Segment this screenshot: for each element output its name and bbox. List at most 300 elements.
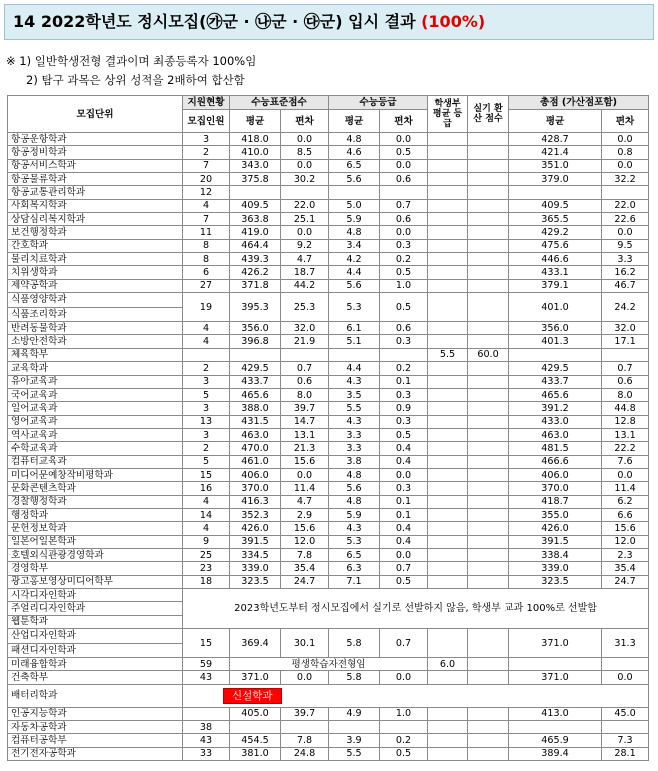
quota: 15 [183,468,230,481]
table-row [8,199,649,212]
practical-score [468,442,509,455]
total-sd: 31.3 [602,629,649,658]
grade-avg: 4.4 [329,362,380,375]
std-avg: 405.0 [230,707,281,720]
dept-name: 치위생학과 [8,266,183,279]
dept-name: 전기전자공학과 [8,747,183,760]
table-row [8,442,649,455]
grade-avg: 5.9 [329,213,380,226]
dept-name: 보건행정학과 [8,226,183,239]
quota: 6 [183,266,230,279]
quota: 3 [183,375,230,388]
std-sd: 7.8 [281,548,329,561]
grade-avg: 3.9 [329,734,380,747]
table-row [8,213,649,226]
total-sd: 0.6 [602,375,649,388]
std-sd: 0.0 [281,468,329,481]
total-avg: 371.0 [509,671,602,684]
std-avg: 371.0 [230,671,281,684]
total-sd: 0.7 [602,362,649,375]
grade-sd: 0.5 [380,428,428,441]
table-row [8,362,649,375]
grade-avg: 6.5 [329,159,380,172]
hs-avg: 5.5 [428,348,468,361]
std-sd: 15.6 [281,455,329,468]
std-avg: 454.5 [230,734,281,747]
std-avg: 406.0 [230,468,281,481]
dept-name: 체육학부 [8,348,183,361]
quota: 12 [183,186,230,199]
std-avg: 470.0 [230,442,281,455]
header-std-sd: 편차 [281,110,329,133]
grade-avg: 3.4 [329,239,380,252]
total-sd: 2.3 [602,548,649,561]
total-avg: 428.7 [509,133,602,146]
std-avg: 371.8 [230,279,281,292]
std-avg: 388.0 [230,402,281,415]
quota: 25 [183,548,230,561]
dept-name: 역사교육과 [8,428,183,441]
header-total-sd: 편차 [602,110,649,133]
practical-score [468,146,509,159]
dept-name: 컴퓨터교육과 [8,455,183,468]
practical-score [468,159,509,172]
dept-name: 항공정비학과 [8,146,183,159]
std-avg: 426.2 [230,266,281,279]
std-sd: 7.8 [281,734,329,747]
dept-name: 주얼리디자인학과 [8,602,183,615]
table-row [8,734,649,747]
practical-score [468,322,509,335]
total-sd: 0.8 [602,146,649,159]
dept-name: 웹툰학과 [8,615,183,628]
std-sd [281,186,329,199]
std-avg: 334.5 [230,548,281,561]
quota: 38 [183,721,230,734]
table-row [8,335,649,348]
grade-sd: 0.5 [380,266,428,279]
header-hs: 학생부 평균 등급 [428,96,468,133]
dept-name: 유아교육과 [8,375,183,388]
grade-sd: 0.5 [380,146,428,159]
grade-sd: 0.6 [380,322,428,335]
header-grade: 수능등급 [329,96,428,110]
total-sd: 24.7 [602,575,649,588]
grade-avg: 5.3 [329,293,380,322]
quota: 9 [183,535,230,548]
hs-avg [428,159,468,172]
total-avg: 421.4 [509,146,602,159]
table-row [8,322,649,335]
dept-name: 문헌정보학과 [8,522,183,535]
dept-name: 일어교육과 [8,402,183,415]
grade-avg: 6.3 [329,562,380,575]
total-sd [602,186,649,199]
quota: 8 [183,253,230,266]
table-row [8,186,649,199]
grade-sd: 0.2 [380,734,428,747]
std-avg: 323.5 [230,575,281,588]
dept-name: 사회복지학과 [8,199,183,212]
table-row [8,548,649,561]
grade-avg: 5.0 [329,199,380,212]
grade-avg: 4.9 [329,707,380,720]
grade-sd: 0.0 [380,548,428,561]
std-avg: 370.0 [230,482,281,495]
total-sd: 9.5 [602,239,649,252]
total-avg: 355.0 [509,508,602,521]
total-avg: 466.6 [509,455,602,468]
std-sd: 8.0 [281,388,329,401]
quota: 19 [183,293,230,322]
total-avg: 338.4 [509,548,602,561]
dept-name: 미디어문예창작비평학과 [8,468,183,481]
dept-name: 경찰행정학과 [8,495,183,508]
grade-sd: 0.2 [380,253,428,266]
dept-name: 컴퓨터공학부 [8,734,183,747]
quota: 23 [183,562,230,575]
std-avg: 465.6 [230,388,281,401]
dept-name: 물리치료학과 [8,253,183,266]
std-sd [281,721,329,734]
practical-score [468,362,509,375]
practical-score [468,535,509,548]
quota: 16 [183,482,230,495]
dept-name: 식품영양학과 [8,293,183,308]
quota: 43 [183,734,230,747]
quota: 14 [183,508,230,521]
dept-name: 배터리학과 [8,684,183,707]
total-sd: 11.4 [602,482,649,495]
practical-score [468,253,509,266]
practical-score [468,495,509,508]
quota: 5 [183,455,230,468]
quota: 7 [183,159,230,172]
table-row [8,721,649,734]
total-avg: 409.5 [509,199,602,212]
std-sd: 0.6 [281,375,329,388]
grade-avg: 7.1 [329,575,380,588]
grade-avg: 5.3 [329,535,380,548]
total-sd: 22.2 [602,442,649,455]
practical-score [468,239,509,252]
grade-sd: 0.5 [380,747,428,760]
grade-avg: 3.5 [329,388,380,401]
total-sd: 0.0 [602,226,649,239]
dept-name: 교육학과 [8,362,183,375]
table-row [8,133,649,146]
dept-name: 항공운항학과 [8,133,183,146]
std-avg [230,721,281,734]
std-sd: 35.4 [281,562,329,575]
dept-name: 패션디자인학과 [8,643,183,658]
practical-score [468,375,509,388]
grade-sd: 0.3 [380,239,428,252]
std-sd: 0.0 [281,226,329,239]
std-avg: 439.3 [230,253,281,266]
grade-sd: 0.0 [380,468,428,481]
practical-score [468,173,509,186]
dept-name: 건축학부 [8,671,183,684]
quota: 20 [183,173,230,186]
total-sd: 44.8 [602,402,649,415]
dept-name: 국어교육과 [8,388,183,401]
header-total-avg: 평균 [509,110,602,133]
total-avg: 429.2 [509,226,602,239]
total-avg: 406.0 [509,468,602,481]
practical-score [468,562,509,575]
new-dept-badge: 신설학과 [223,688,282,704]
quota: 2 [183,362,230,375]
table-row [8,159,649,172]
total-avg: 371.0 [509,629,602,658]
dept-name: 시각디자인학과 [8,589,183,602]
dept-name: 상담심리복지학과 [8,213,183,226]
total-avg: 426.0 [509,522,602,535]
hs-avg [428,279,468,292]
practical-score [468,213,509,226]
std-sd: 8.5 [281,146,329,159]
std-avg: 339.0 [230,562,281,575]
std-sd: 9.2 [281,239,329,252]
dept-name: 항공교통관리학과 [8,186,183,199]
std-avg: 409.5 [230,199,281,212]
note-1: ※ 1) 일반학생전형 결과이며 최종등록자 100%임 [6,54,257,68]
grade-sd [380,721,428,734]
total-avg: 379.1 [509,279,602,292]
grade-sd: 0.4 [380,535,428,548]
total-avg: 433.7 [509,375,602,388]
grade-sd: 0.3 [380,335,428,348]
total-avg: 391.2 [509,402,602,415]
total-avg [509,186,602,199]
grade-avg: 5.8 [329,629,380,658]
table-row [8,747,649,760]
grade-sd: 0.0 [380,226,428,239]
grade-avg [329,186,380,199]
total-sd: 0.0 [602,133,649,146]
hs-avg [428,548,468,561]
future-note: 평생학습자전형임 [230,658,428,671]
hs-avg [428,734,468,747]
total-sd: 32.2 [602,173,649,186]
std-sd: 44.2 [281,279,329,292]
grade-avg [329,721,380,734]
std-avg: 375.8 [230,173,281,186]
table-row [8,266,649,279]
grade-sd: 1.0 [380,279,428,292]
quota: 11 [183,226,230,239]
quota: 18 [183,575,230,588]
total-avg: 389.4 [509,747,602,760]
quota: 59 [183,658,230,671]
grade-sd: 1.0 [380,707,428,720]
std-sd: 0.0 [281,671,329,684]
grade-avg: 4.3 [329,522,380,535]
grade-avg: 5.5 [329,402,380,415]
total-sd: 35.4 [602,562,649,575]
dept-name: 미래융합학과 [8,658,183,671]
grade-sd: 0.0 [380,159,428,172]
hs-avg [428,213,468,226]
grade-sd: 0.4 [380,442,428,455]
grade-avg: 4.8 [329,468,380,481]
table-row [8,562,649,575]
grade-avg: 4.3 [329,375,380,388]
grade-avg: 5.5 [329,747,380,760]
total-sd: 8.0 [602,388,649,401]
std-sd: 12.0 [281,535,329,548]
std-avg: 395.3 [230,293,281,322]
total-sd: 6.2 [602,495,649,508]
practical-score [468,508,509,521]
practical-score [468,133,509,146]
std-sd: 4.7 [281,495,329,508]
std-avg: 363.8 [230,213,281,226]
grade-avg: 4.8 [329,226,380,239]
hs-avg [428,253,468,266]
quota: 4 [183,522,230,535]
table-row [8,239,649,252]
std-sd: 25.3 [281,293,329,322]
dept-name: 영어교육과 [8,415,183,428]
std-sd: 2.9 [281,508,329,521]
total-sd: 7.3 [602,734,649,747]
dept-name: 간호학과 [8,239,183,252]
total-avg: 323.5 [509,575,602,588]
hs-avg [428,522,468,535]
design-note: 2023학년도부터 정시모집에서 실기로 선발하지 않음, 학생부 교과 100%로 선발함 [183,589,649,629]
quota: 5 [183,388,230,401]
dept-name: 소방안전학과 [8,335,183,348]
table-row [8,575,649,588]
hs-avg [428,455,468,468]
table-row [8,279,649,292]
quota: 3 [183,133,230,146]
notes [6,52,256,90]
hs-avg [428,173,468,186]
std-avg: 429.5 [230,362,281,375]
grade-avg: 5.8 [329,671,380,684]
quota: 33 [183,747,230,760]
hs-avg [428,721,468,734]
total-avg: 401.0 [509,293,602,322]
table-row [8,495,649,508]
std-sd: 0.0 [281,133,329,146]
total-sd: 22.0 [602,199,649,212]
quota: 4 [183,322,230,335]
note-2: 2) 탐구 과목은 상위 성적을 2배하여 합산함 [26,73,245,87]
total-avg [509,721,602,734]
header-grade-sd: 편차 [380,110,428,133]
total-sd: 46.7 [602,279,649,292]
practical-score [468,468,509,481]
grade-sd: 0.3 [380,482,428,495]
grade-sd: 0.4 [380,455,428,468]
grade-sd: 0.0 [380,671,428,684]
grade-sd: 0.3 [380,415,428,428]
practical-score [468,186,509,199]
std-avg: 426.0 [230,522,281,535]
dept-name: 반려동물학과 [8,322,183,335]
table-row [8,508,649,521]
practical-score [468,335,509,348]
header-std: 수능표준점수 [230,96,329,110]
hs-avg [428,508,468,521]
table-row [8,707,649,720]
std-avg: 352.3 [230,508,281,521]
dept-name: 인공지능학과 [8,707,183,720]
total-sd: 12.0 [602,535,649,548]
std-sd: 24.8 [281,747,329,760]
std-avg: 391.5 [230,535,281,548]
total-avg: 465.9 [509,734,602,747]
total-avg: 379.0 [509,173,602,186]
quota: 3 [183,428,230,441]
grade-sd: 0.9 [380,402,428,415]
std-sd: 21.3 [281,442,329,455]
grade-sd: 0.1 [380,495,428,508]
grade-sd: 0.1 [380,375,428,388]
dept-name: 제약공학과 [8,279,183,292]
hs-avg [428,362,468,375]
hs-avg [428,575,468,588]
std-sd: 14.7 [281,415,329,428]
total-sd [602,721,649,734]
quota: 15 [183,629,230,658]
grade-avg: 4.4 [329,266,380,279]
grade-avg: 4.8 [329,495,380,508]
quota: 43 [183,671,230,684]
table-row [8,253,649,266]
table-row [8,428,649,441]
hs-avg [428,335,468,348]
quota [183,707,230,720]
header-unit: 모집단위 [8,96,183,133]
hs-avg [428,415,468,428]
dept-name: 산업디자인학과 [8,629,183,644]
hs-avg [428,402,468,415]
grade-avg: 3.8 [329,455,380,468]
hs-avg [428,322,468,335]
std-avg [230,186,281,199]
total-sd: 6.6 [602,508,649,521]
practical-score [468,734,509,747]
grade-sd: 0.3 [380,388,428,401]
grade-sd: 0.5 [380,293,428,322]
table-row [8,146,649,159]
total-avg: 356.0 [509,322,602,335]
dept-name: 수학교육과 [8,442,183,455]
grade-avg: 6.5 [329,548,380,561]
total-avg: 401.3 [509,335,602,348]
std-avg: 419.0 [230,226,281,239]
dept-name: 항공물류학과 [8,173,183,186]
practical-score [468,428,509,441]
std-sd: 39.7 [281,402,329,415]
hs-avg [428,495,468,508]
hs-avg [428,146,468,159]
hs-avg [428,239,468,252]
quota: 2 [183,442,230,455]
hs-avg [428,482,468,495]
grade-avg: 6.1 [329,322,380,335]
hs-avg [428,266,468,279]
total-sd: 28.1 [602,747,649,760]
total-avg: 391.5 [509,535,602,548]
practical-score [468,747,509,760]
hs-avg [428,747,468,760]
